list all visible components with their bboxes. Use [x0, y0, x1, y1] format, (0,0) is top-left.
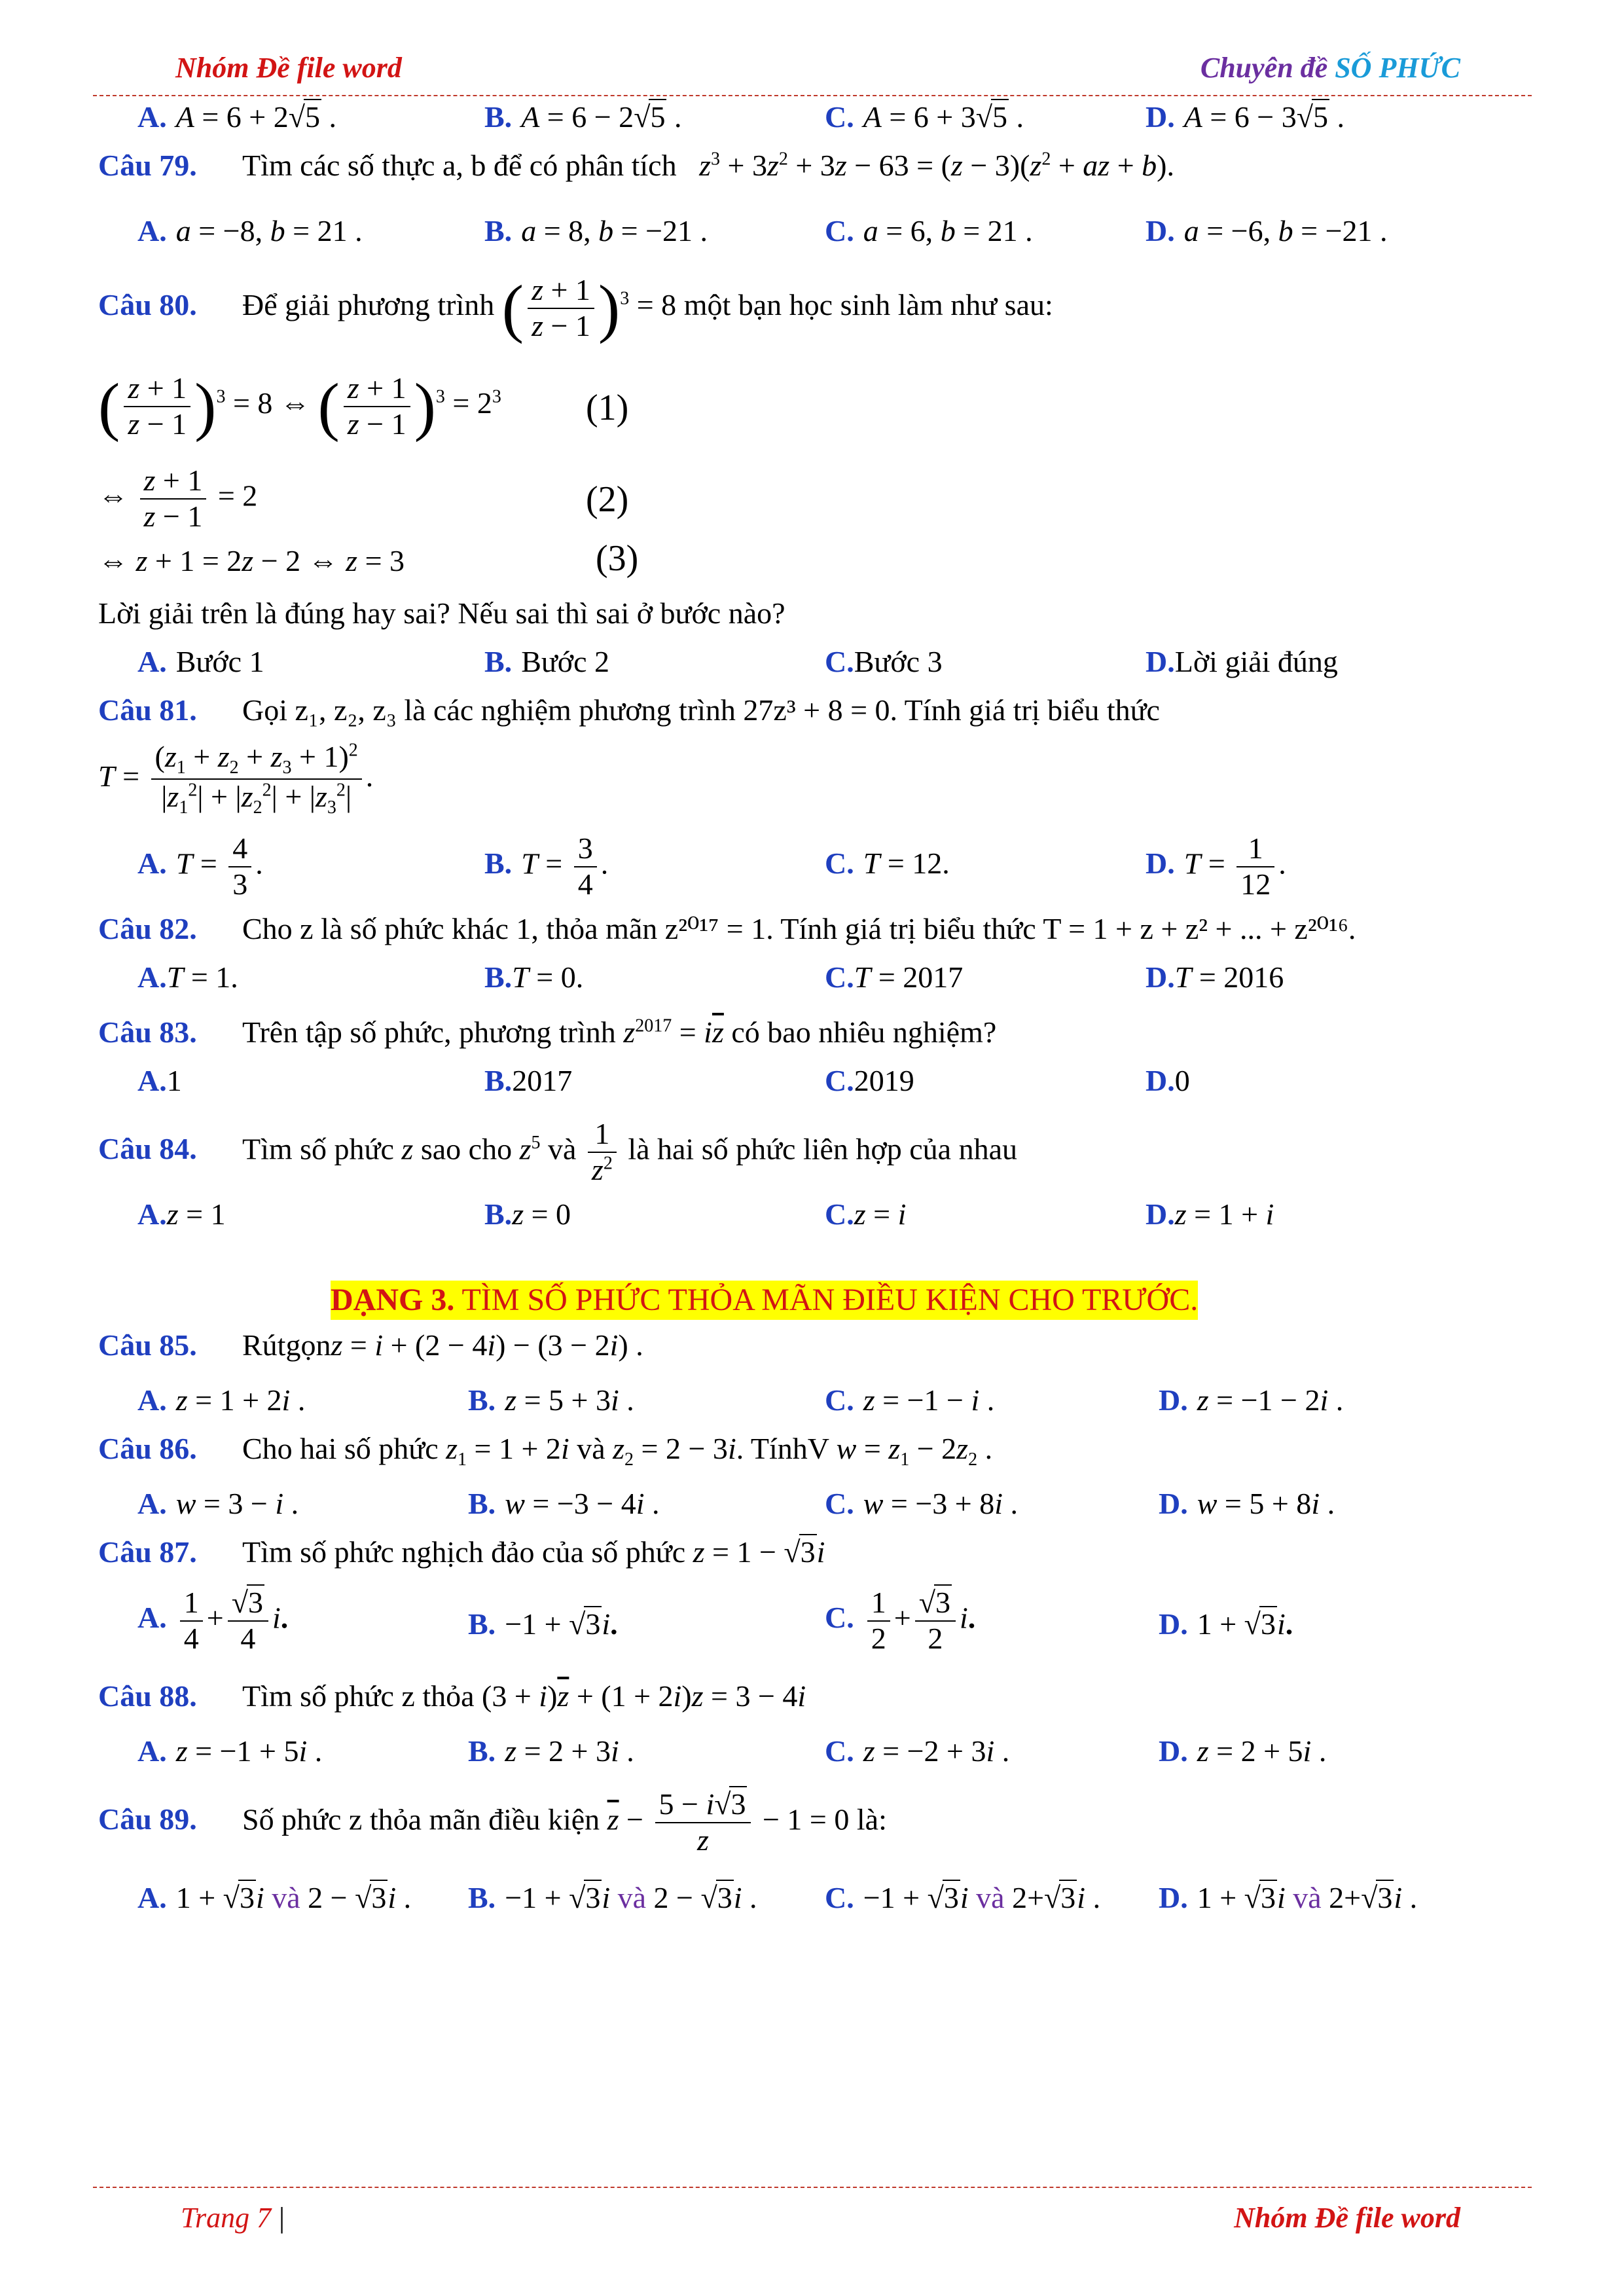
q84-text4: là hai số phức liên hợp của nhau — [628, 1132, 1018, 1166]
q80-text2: một bạn học sinh làm như sau: — [683, 288, 1053, 322]
header-left: Nhóm Đề file word — [175, 52, 402, 84]
q84-option-a: A.z = 1 — [137, 1197, 226, 1231]
header-right-prefix: Chuyên đề — [1200, 52, 1335, 84]
q84-text2: sao cho — [420, 1132, 513, 1166]
q80-ask: Lời giải trên là đúng hay sai? Nếu sai thì sai ở bước nào? — [98, 596, 785, 630]
question-85: Câu 85. Rútgọnz = i + (2 − 4i) − (3 − 2i) . — [98, 1326, 1538, 1381]
q88-option-c: C. z = −2 + 3i . — [825, 1734, 1010, 1768]
q89-option-b: B. −1 + √3i và 2 − √3i . — [468, 1881, 757, 1914]
footer-rule — [93, 2187, 1532, 2188]
q80-option-a: A. Bước 1 — [137, 645, 264, 678]
q79-option-b: B. a = 8, b = −21 . — [484, 214, 708, 247]
q84-option-d: D.z = 1 + i — [1146, 1197, 1274, 1231]
q85-label: Câu 85. — [98, 1328, 197, 1362]
q85-option-c: C. z = −1 − i . — [825, 1383, 995, 1417]
q87-options — [98, 1586, 1538, 1677]
q82-option-b: B.T = 0. — [484, 960, 584, 994]
question-89: Câu 89. Số phức z thỏa mãn điều kiện $\overline{z}$ − $\frac{5 - i√3}{z}$ − 1 = 0 là: — [98, 1787, 887, 1857]
question-87: Câu 87. Tìm số phức nghịch đảo của số phức z = 1 − √3i — [98, 1533, 1538, 1586]
q82-option-c: C.T = 2017 — [825, 960, 964, 994]
q89-option-c: C. −1 + √3i và 2+√3i . — [825, 1881, 1101, 1914]
q78-option-c: C. A = 6 + 3√5 . — [825, 100, 1024, 134]
q86-text: Cho hai số phức — [242, 1432, 439, 1465]
content — [98, 98, 1538, 1927]
q82-label: Câu 82. — [98, 912, 197, 945]
question-83 — [98, 1013, 1538, 1062]
q80-option-d: D.Lời giải đúng — [1146, 645, 1338, 678]
q86-options — [98, 1485, 1538, 1533]
q88-label: Câu 88. — [98, 1679, 197, 1713]
footer-bar: | — [279, 2202, 285, 2234]
q89-text: Số phức z thỏa mãn điều kiện — [242, 1802, 600, 1836]
q80-option-c: C.Bước 3 — [825, 645, 943, 678]
q86-text3: . TínhV — [736, 1432, 829, 1465]
q89-option-d: D. 1 + √3i và 2+√3i . — [1159, 1881, 1418, 1914]
q88-text: Tìm số phức z thỏa — [242, 1679, 475, 1713]
q80-step-1: ( $\frac{z + 1}{z - 1}$ )$^3$ = 8 ⇔ ( $\frac{z + 1}{z - 1}$ )$^3 = 2^3$ (1) — [98, 370, 629, 443]
q80-step-3: ⇔ z + 1 = 2z − 2 ⇔ z = 3 (3) — [98, 538, 639, 579]
q78-option-b: B. A = 6 − 2√5 . — [484, 100, 682, 134]
q81-text: Gọi z₁, z₂, z₃ là các nghiệm phương trình 27z³ + 8 = 0. Tính giá trị biểu thức — [242, 693, 1160, 727]
q87-option-a: A. $\frac{1}{4}$ + $\frac{√3}{4}$ i. — [137, 1586, 289, 1655]
q85-option-d: D. z = −1 − 2i . — [1159, 1383, 1344, 1417]
q89-label: Câu 89. — [98, 1802, 197, 1836]
q81-option-b: B. T = $\frac{3}{4}$ . — [484, 831, 609, 901]
q86-option-a: A. w = 3 − i . — [137, 1487, 299, 1520]
q80-label: Câu 80. — [98, 288, 197, 322]
q83-label: Câu 83. — [98, 1015, 197, 1049]
q80-options — [98, 643, 1538, 691]
question-82 — [98, 910, 1538, 958]
q84-options — [98, 1195, 1538, 1261]
q78-options — [98, 98, 1538, 147]
q89-text2: là: — [856, 1802, 887, 1836]
q88-option-a: A. z = −1 + 5i . — [137, 1734, 323, 1768]
page-number: Trang 7 — [181, 2202, 272, 2234]
q82-option-a: A.T = 1. — [137, 960, 238, 994]
question-88: Câu 88. Tìm số phức z thỏa $(3 + i)\overline{z} + (1 + 2i)z = 3 - 4i$ — [98, 1677, 1538, 1732]
q83-text: Trên tập số phức, phương trình — [242, 1015, 616, 1049]
q88-option-b: B. z = 2 + 3i . — [468, 1734, 634, 1768]
q80-step-2: ⇔ $\frac{z + 1}{z - 1}$ = 2 (2) — [98, 464, 629, 533]
q85-option-a: A. z = 1 + 2i . — [137, 1383, 306, 1417]
q86-option-d: D. w = 5 + 8i . — [1159, 1487, 1335, 1520]
q86-option-b: B. w = −3 − 4i . — [468, 1487, 660, 1520]
q81-option-c: C. T = 12. — [825, 847, 950, 880]
footer-left — [181, 2201, 285, 2234]
q79-label: Câu 79. — [98, 149, 197, 182]
question-79 — [98, 147, 1538, 212]
q88-options — [98, 1732, 1538, 1781]
q79-option-a: A. a = −8, b = 21 . — [137, 214, 363, 247]
q83-text2: có bao nhiêu nghiệm? — [731, 1015, 997, 1049]
q89-options — [98, 1879, 1538, 1927]
header-rule — [93, 95, 1532, 96]
q79-text: Tìm các số thực a, b để có phân tích — [242, 149, 677, 182]
q87-option-b: B. −1 + √3i. — [468, 1607, 618, 1641]
q88-option-d: D. z = 2 + 5i . — [1159, 1734, 1327, 1768]
q80-fraction: $\frac{z + 1}{z - 1}$ — [528, 273, 594, 344]
q86-label: Câu 86. — [98, 1432, 197, 1465]
q84-text: Tìm số phức — [242, 1132, 394, 1166]
q81-option-a: A. T = $\frac{4}{3}$ . — [137, 831, 263, 901]
q81-option-d: D. T = $\frac{1}{12}$ . — [1146, 831, 1286, 901]
q83-option-c: C.2019 — [825, 1064, 914, 1097]
q84-text3: và — [547, 1132, 577, 1166]
q81-label: Câu 81. — [98, 693, 197, 727]
q79-options — [98, 212, 1538, 261]
footer-right: Nhóm Đề file word — [1234, 2202, 1460, 2234]
q82-text: Cho z là số phức khác 1, thỏa mãn z²⁰¹⁷ = 1. Tính giá trị biểu thức T = 1 + z + z² + ... + z²⁰¹⁶. — [242, 912, 1356, 945]
q78-option-d: D. A = 6 − 3√5 . — [1146, 100, 1344, 134]
q84-option-b: B.z = 0 — [484, 1197, 571, 1231]
q87-option-d: D. 1 + √3i. — [1159, 1607, 1293, 1641]
q82-options — [98, 958, 1538, 1007]
question-84: Câu 84. Tìm số phức z sao cho $z^5$ và $\frac{1}{z^2}$ là hai số phức liên hợp của nhau — [98, 1117, 1018, 1186]
q85-text: Rútgọn — [242, 1328, 331, 1362]
q83-options — [98, 1062, 1538, 1110]
q80-option-b: B. Bước 2 — [484, 645, 610, 678]
q79-option-c: C. a = 6, b = 21 . — [825, 214, 1033, 247]
q87-option-c: C. $\frac{1}{2}$ + $\frac{√3}{2}$ i. — [825, 1586, 976, 1655]
q83-formula: $z^{2017} = i\overline{z}$ — [623, 1015, 724, 1049]
q84-label: Câu 84. — [98, 1132, 197, 1166]
q89-option-a: A. 1 + √3i và 2 − √3i . — [137, 1881, 412, 1914]
q86-option-c: C. w = −3 + 8i . — [825, 1487, 1019, 1520]
q83-option-b: B.2017 — [484, 1064, 573, 1097]
question-81 — [98, 691, 1538, 740]
q79-option-d: D. a = −6, b = −21 . — [1146, 214, 1388, 247]
q86-text2: và — [577, 1432, 605, 1465]
question-86: Câu 86. Cho hai số phức $z_1 = 1 + 2i$ và $z_2 = 2 - 3i$. TínhV $w = z_1 - 2z_2$ . — [98, 1430, 1538, 1485]
q78-option-a: A. A = 6 + 2√5 . — [137, 100, 336, 134]
question-80: Câu 80. Để giải phương trình ( $\frac{z + 1}{z - 1}$ )$^3$ = 8 một bạn học sinh làm như sau: — [98, 272, 1053, 344]
q87-text: Tìm số phức nghịch đảo của số phức — [242, 1535, 686, 1569]
q82-option-d: D.T = 2016 — [1146, 960, 1284, 994]
q79-formula: $z^3 + 3z^2 + 3z - 63 = (z - 3)(z^2$ + az + b). — [699, 149, 1174, 182]
q85-option-b: B. z = 5 + 3i . — [468, 1383, 634, 1417]
q81-options — [98, 831, 1538, 910]
q87-label: Câu 87. — [98, 1535, 197, 1569]
q83-option-a: A.1 — [137, 1064, 182, 1097]
section-heading: DẠNG 3. TÌM SỐ PHỨC THỎA MÃN ĐIỀU KIỆN CHO TRƯỚC. — [331, 1281, 1198, 1320]
header-right-topic: SỐ PHỨC — [1335, 52, 1460, 84]
q84-option-c: C.z = i — [825, 1197, 907, 1231]
q85-options — [98, 1381, 1538, 1430]
q80-text: Để giải phương trình — [242, 288, 495, 322]
header-right — [1200, 51, 1460, 84]
q83-option-d: D.0 — [1146, 1064, 1190, 1097]
q81-formula: T = $\frac{(z_1 + z_2 + z_3 + 1)^2}{|z_1^2| + |z_2^2| + |z_3^2|}$ . — [98, 740, 374, 818]
